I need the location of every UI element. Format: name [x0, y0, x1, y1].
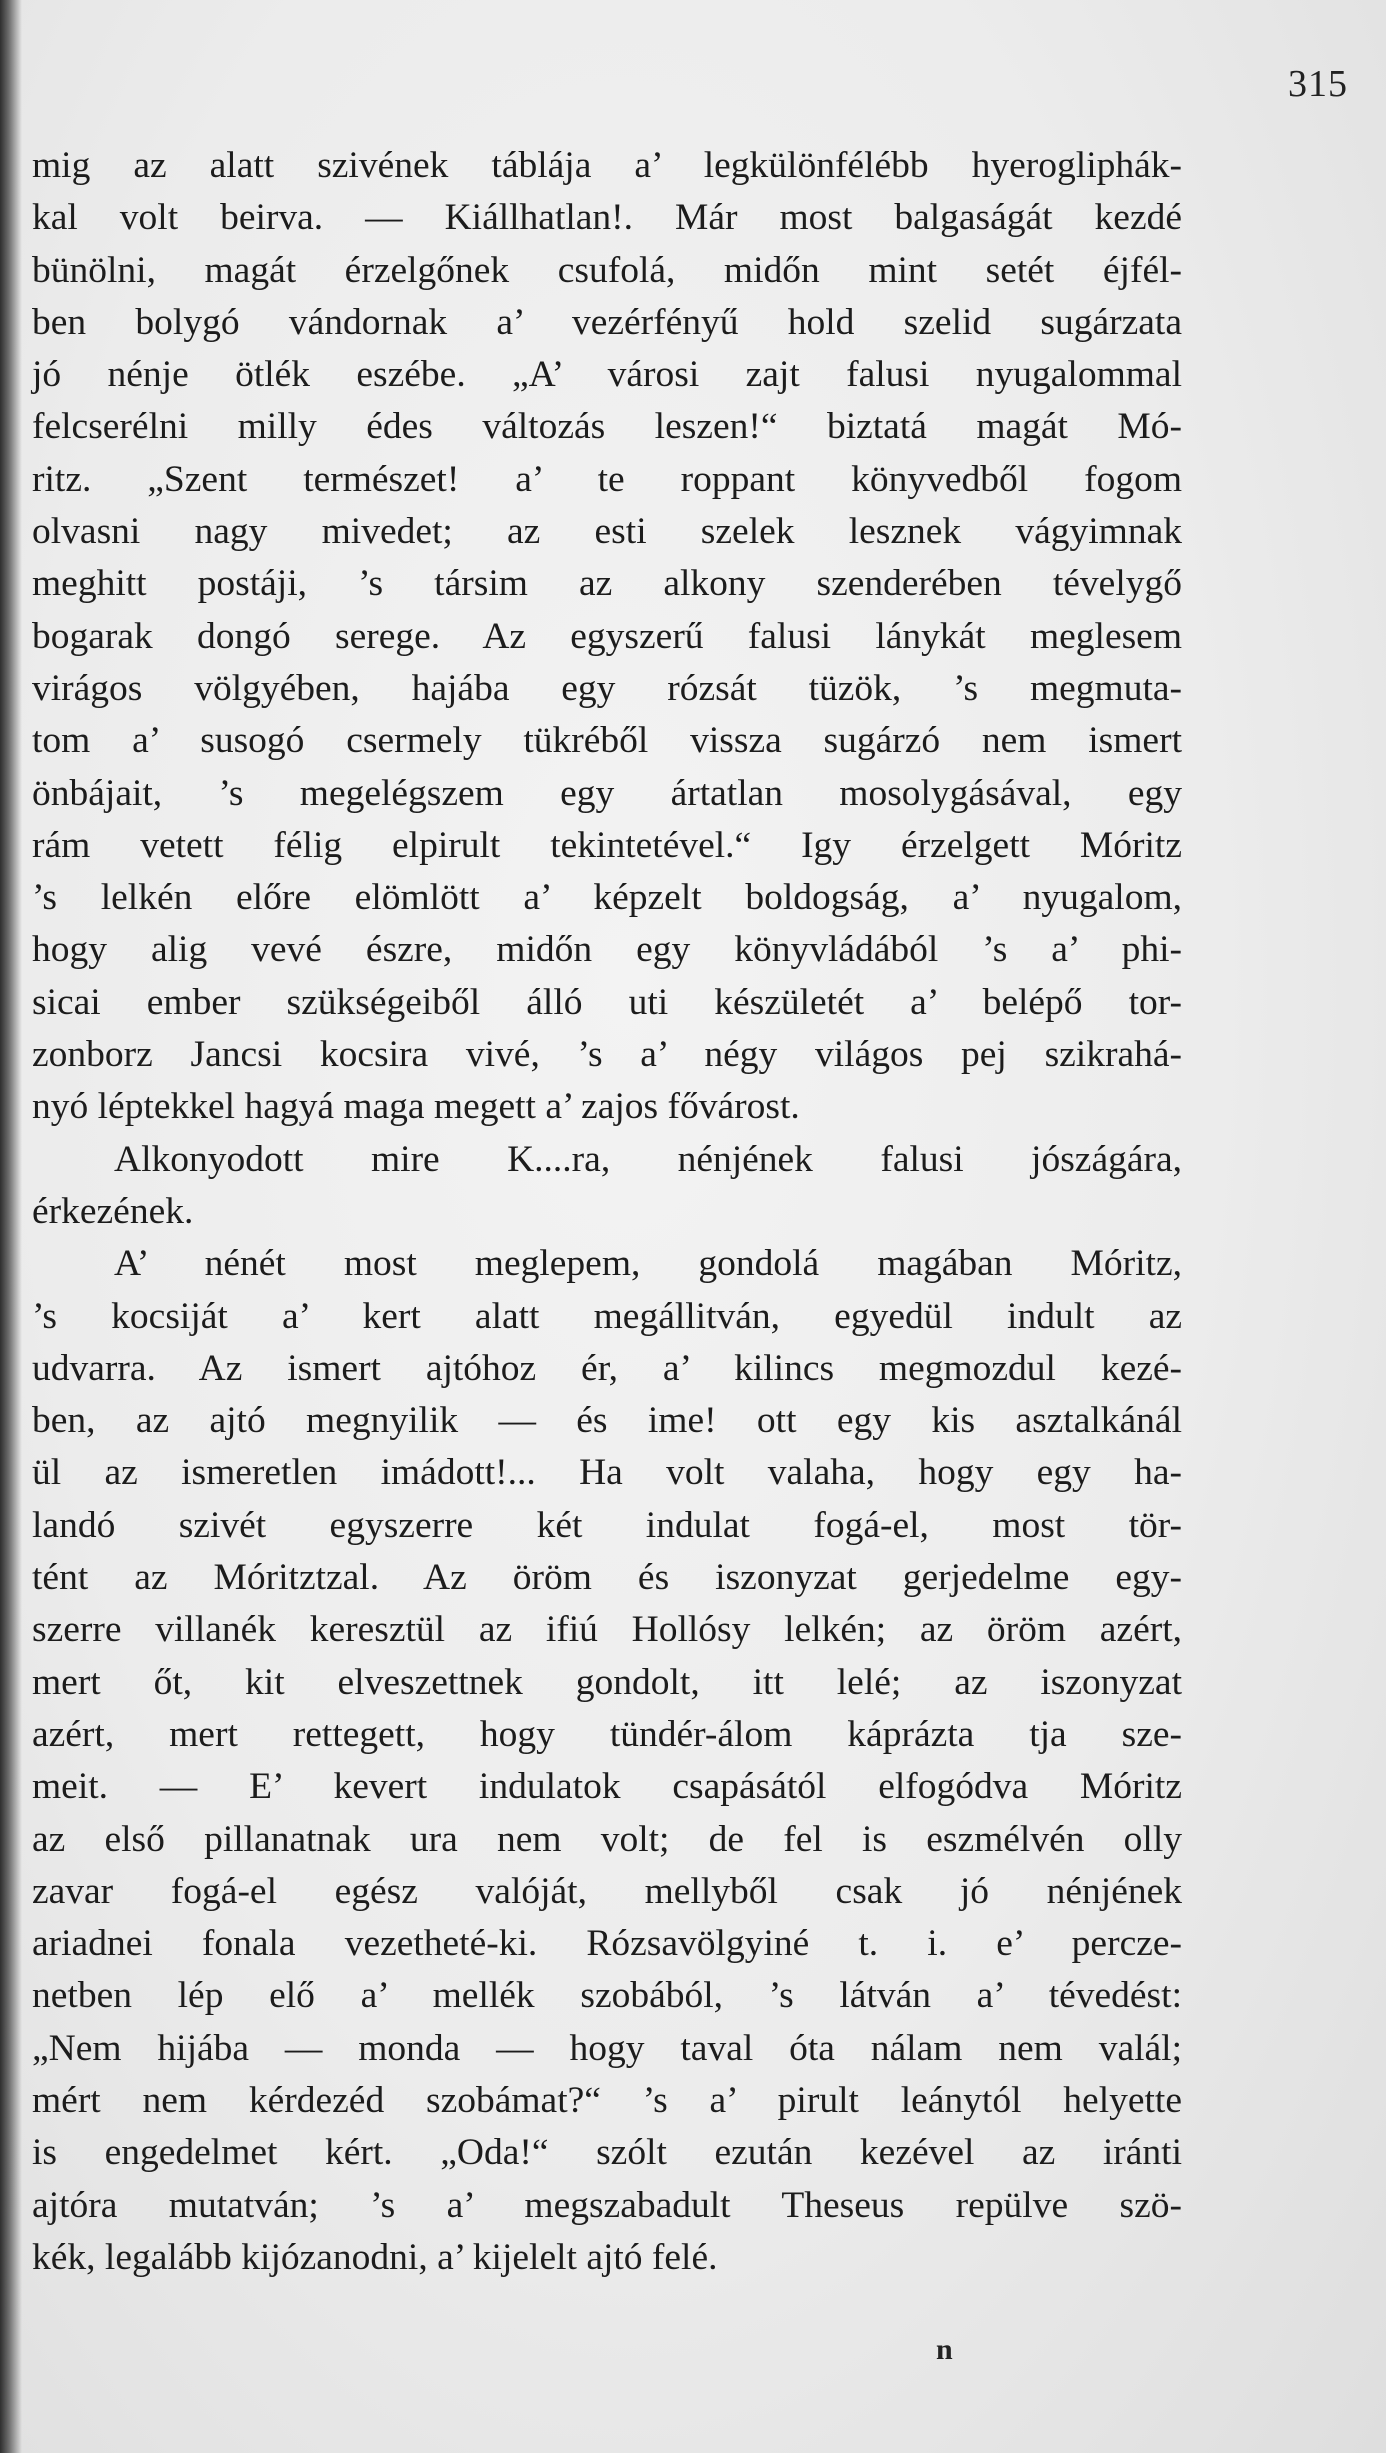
text-line: önbájait, ’s megelégszem egy ártatlan mosolygásával, egy — [32, 772, 1182, 814]
text-line: „Nem hijába — monda — hogy taval óta nálam nem valál; — [32, 2027, 1182, 2069]
text-line: felcserélni milly édes változás leszen!“ biztatá magát Mó- — [32, 406, 1182, 448]
text-line: mig az alatt szivének táblája a’ legkülönfélébb hyerogliphák- — [32, 145, 1182, 186]
text-line: meit. — E’ kevert indulatok csapásától elfogódva Móritz — [32, 1766, 1182, 1808]
text-line: jó nénje ötlék eszébe. „A’ városi zajt falusi nyugalommal — [32, 354, 1182, 396]
text-line: zonborz Jancsi kocsira vivé, ’s a’ négy világos pej szikrahá- — [32, 1034, 1182, 1076]
text-line: sicai ember szükségeiből álló uti készületét a’ belépő tor- — [32, 981, 1182, 1023]
text-line: A’ nénét most meglepem, gondolá magában Móritz, — [114, 1243, 1182, 1285]
text-line: ’s kocsiját a’ kert alatt megállitván, egyedül indult az — [32, 1295, 1182, 1337]
text-line: netben lép elő a’ mellék szobából, ’s látván a’ tévedést: — [32, 1975, 1182, 2017]
text-line: Alkonyodott mire K....ra, nénjének falusi jószágára, — [114, 1138, 1182, 1180]
text-line: ben bolygó vándornak a’ vezérfényű hold szelid sugárzata — [32, 301, 1182, 343]
text-line: kék, legalább kijózanodni, a’ kijelelt ajtó felé. — [32, 2236, 718, 2278]
text-line: is engedelmet kért. „Oda!“ szólt ezután kezével az iránti — [32, 2132, 1182, 2174]
text-line: udvarra. Az ismert ajtóhoz ér, a’ kilincs megmozdul kezé- — [32, 1347, 1182, 1389]
page-number: 315 — [1288, 63, 1348, 105]
body-text — [32, 140, 1182, 2284]
text-line: szerre villanék keresztül az ifiú Hollósy lelkén; az öröm azért, — [32, 1609, 1182, 1651]
text-line: azért, mert rettegett, hogy tündér-álom káprázta tja sze- — [32, 1713, 1182, 1755]
text-line: ül az ismeretlen imádott!... Ha volt valaha, hogy egy ha- — [32, 1452, 1182, 1494]
text-line: mért nem kérdezéd szobámat?“ ’s a’ pirult leánytól helyette — [32, 2079, 1182, 2121]
catchword: n — [936, 2333, 953, 2366]
text-line: meghitt postáji, ’s társim az alkony szenderében tévelygő — [32, 563, 1182, 605]
text-line: kal volt beirva. — Kiállhatlan!. Már most balgaságát kezdé — [32, 197, 1182, 239]
text-line: nyó léptekkel hagyá maga megett a’ zajos fővárost. — [32, 1086, 800, 1128]
text-line: ajtóra mutatván; ’s a’ megszabadult Theseus repülve szö- — [32, 2184, 1182, 2226]
text-line: tént az Móritztzal. Az öröm és iszonyzat gerjedelme egy- — [32, 1557, 1182, 1599]
text-line: bogarak dongó serege. Az egyszerű falusi lánykát meglesem — [32, 615, 1182, 657]
page-edge-shadow — [0, 0, 22, 2453]
text-line: ariadnei fonala vezetheté-ki. Rózsavölgyiné t. i. e’ percze- — [32, 1923, 1182, 1965]
text-line: zavar fogá-el egész valóját, mellyből csak jó nénjének — [32, 1870, 1182, 1912]
text-line: rám vetett félig elpirult tekintetével.“ Igy érzelgett Móritz — [32, 824, 1182, 866]
text-line: ritz. „Szent természet! a’ te roppant könyvedből fogom — [32, 458, 1182, 500]
text-line: virágos völgyében, hajába egy rózsát tüzök, ’s megmuta- — [32, 667, 1182, 709]
text-line: ben, az ajtó megnyilik — és ime! ott egy kis asztalkánál — [32, 1400, 1182, 1442]
text-line: olvasni nagy mivedet; az esti szelek lesznek vágyimnak — [32, 511, 1182, 553]
text-line: tom a’ susogó csermely tükréből vissza sugárzó nem ismert — [32, 720, 1182, 762]
text-line: hogy alig vevé észre, midőn egy könyvládából ’s a’ phi- — [32, 929, 1182, 971]
text-line: érkezének. — [32, 1190, 194, 1232]
text-line: bünölni, magát érzelgőnek csufolá, midőn mint setét éjfél- — [32, 249, 1182, 291]
text-line: ’s lelkén előre elömlött a’ képzelt boldogság, a’ nyugalom, — [32, 877, 1182, 919]
text-line: az első pillanatnak ura nem volt; de fel is eszmélvén olly — [32, 1818, 1182, 1860]
text-line: mert őt, kit elveszettnek gondolt, itt lelé; az iszonyzat — [32, 1661, 1182, 1703]
text-line: landó szivét egyszerre két indulat fogá-el, most tör- — [32, 1504, 1182, 1546]
